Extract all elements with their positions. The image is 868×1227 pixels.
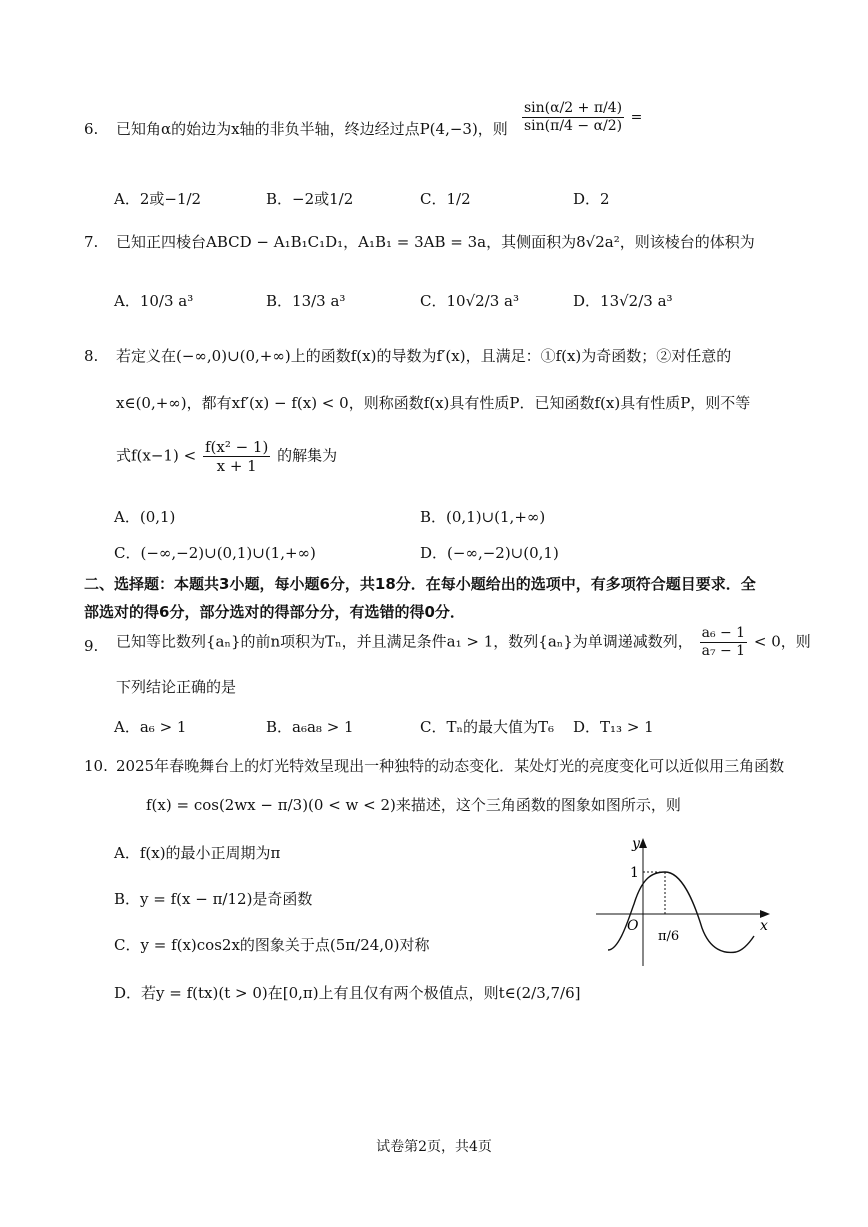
option-text: (0,1) — [139, 508, 176, 526]
q8-fraction-denominator: x + 1 — [216, 457, 257, 475]
option-label: D． — [573, 292, 601, 310]
q9-option-d — [573, 716, 654, 737]
option-label: C． — [420, 718, 447, 736]
q7-option-c — [420, 290, 519, 311]
q8-line3-post: 的解集为 — [277, 446, 338, 465]
option-label: A． — [114, 844, 140, 862]
q8-line1: 若定义在(−∞,0)∪(0,+∞)上的函数f(x)的导数为f′(x)，且满足：①f(x)为奇函数；②对任意的 — [116, 347, 732, 365]
option-label: A． — [114, 190, 140, 208]
option-text: a₆ > 1 — [139, 718, 187, 736]
q6-fraction — [522, 100, 624, 135]
option-label: B． — [266, 718, 293, 736]
q6-text: 已知角α的始边为x轴的非负半轴，终边经过点P(4,−3)，则 — [116, 120, 508, 138]
option-label: A． — [114, 718, 140, 736]
q7-stem: 已知正四棱台ABCD − A₁B₁C₁D₁，A₁B₁ = 3AB = 3a，其侧面积为8√2a²，则该棱台的体积为 — [116, 233, 755, 251]
origin-label: O — [627, 918, 639, 934]
option-label: D． — [114, 984, 142, 1002]
x-axis-label: x — [760, 918, 768, 934]
option-label: B． — [266, 190, 293, 208]
section2-line2: 部选对的得6分，部分选对的得部分分，有选错的得0分． — [84, 603, 465, 621]
option-text: 2或−1/2 — [139, 190, 202, 208]
q10-line2: f(x) = cos(2wx − π/3)(0 < w < 2)来描述，这个三角函数的图象如图所示，则 — [146, 796, 681, 814]
page-footer: 试卷第2页，共4页 — [376, 1139, 492, 1155]
x-tick-label: π/6 — [658, 929, 680, 944]
option-text: 若y = f(tx)(t > 0)在[0,π)上有且仅有两个极值点，则t∈(2/3,7/6] — [141, 984, 581, 1002]
q10-option-c — [114, 934, 429, 955]
option-label: C． — [114, 936, 141, 954]
q6-expr-numerator: sin(α/2 + π/4) — [524, 100, 623, 116]
option-text: (−∞,−2)∪(0,1)∪(1,+∞) — [140, 544, 316, 562]
q6-expression — [520, 100, 642, 135]
q7-option-a — [114, 290, 193, 311]
q9-line2: 下列结论正确的是 — [116, 678, 237, 696]
q9-line1-text: 已知等比数列{aₙ}的前n项积为Tₙ，并且满足条件a₁ > 1，数列{aₙ}为单调递减数列， — [116, 632, 693, 651]
q10-cosine-graph — [590, 832, 780, 972]
q10-number: 10. — [84, 757, 108, 775]
section2-line1: 二、选择题：本题共3小题，每小题6分，共18分．在每小题给出的选项中，有多项符合题目要求．全 — [84, 575, 756, 593]
q6-equals: = — [630, 109, 643, 126]
q9-line1-post: < 0，则 — [753, 632, 811, 651]
option-label: C． — [420, 292, 447, 310]
option-label: C． — [420, 190, 447, 208]
option-text: Tₙ的最大值为T₆ — [446, 718, 554, 736]
option-text: 13√2/3 a³ — [600, 292, 673, 310]
q6-option-c — [420, 188, 471, 209]
q8-line3 — [116, 438, 337, 475]
q8-option-b — [420, 506, 545, 527]
q7-option-d — [573, 290, 673, 311]
option-text: f(x)的最小正周期为π — [139, 844, 281, 862]
q9-option-b — [266, 716, 354, 737]
option-text: a₆a₈ > 1 — [292, 718, 354, 736]
q8-option-c — [114, 542, 316, 563]
option-text: T₁₃ > 1 — [600, 718, 654, 736]
option-label: B． — [114, 890, 141, 908]
option-text: 1/2 — [446, 190, 471, 208]
option-label: C． — [114, 544, 141, 562]
option-text: 10/3 a³ — [139, 292, 194, 310]
option-text: y = f(x)cos2x的图象关于点(5π/24,0)对称 — [140, 936, 430, 954]
q8-option-a — [114, 506, 175, 527]
option-text: (−∞,−2)∪(0,1) — [447, 544, 559, 562]
q9-option-c — [420, 716, 554, 737]
q9-fraction — [700, 625, 748, 660]
q9-fraction-numerator: a₆ − 1 — [701, 625, 746, 641]
q10-option-a — [114, 842, 280, 863]
q9-fraction-denominator: a₇ − 1 — [701, 642, 746, 659]
q6-option-b — [266, 188, 353, 209]
option-label: D． — [420, 544, 448, 562]
option-label: B． — [420, 508, 447, 526]
option-label: D． — [573, 190, 601, 208]
q9-number: 9. — [84, 637, 99, 655]
q6-option-d — [573, 188, 610, 209]
option-text: 2 — [600, 190, 610, 208]
option-label: A． — [114, 508, 140, 526]
option-label: B． — [266, 292, 293, 310]
q8-line3-pre: 式f(x−1) < — [116, 446, 197, 465]
q8-option-d — [420, 542, 559, 563]
q6-expr-denominator: sin(π/4 − α/2) — [524, 117, 623, 134]
q7-option-b — [266, 290, 345, 311]
y-axis-arrow-icon — [639, 838, 647, 848]
q10-option-b — [114, 888, 312, 909]
option-text: (0,1)∪(1,+∞) — [446, 508, 546, 526]
q8-line2: x∈(0,+∞)，都有xf′(x) − f(x) < 0，则称函数f(x)具有性质P．已知函数f(x)具有性质P，则不等 — [116, 394, 751, 412]
q8-fraction-numerator: f(x² − 1) — [204, 438, 269, 456]
cosine-curve — [608, 872, 754, 952]
x-axis-arrow-icon — [760, 910, 770, 918]
y-tick-label: 1 — [630, 865, 639, 881]
q9-option-a — [114, 716, 186, 737]
option-label: A． — [114, 292, 140, 310]
option-text: 10√2/3 a³ — [446, 292, 519, 310]
q6-stem — [116, 120, 508, 138]
y-axis-label: y — [632, 836, 640, 852]
q7-number: 7. — [84, 233, 99, 251]
option-label: D． — [573, 718, 601, 736]
option-text: −2或1/2 — [292, 190, 354, 208]
q9-line1 — [116, 625, 811, 660]
q10-line1: 2025年春晚舞台上的灯光特效呈现出一种独特的动态变化．某处灯光的亮度变化可以近似用三角函数 — [116, 757, 785, 775]
option-text: y = f(x − π/12)是奇函数 — [140, 890, 313, 908]
option-text: 13/3 a³ — [292, 292, 346, 310]
q8-number: 8. — [84, 347, 99, 365]
q6-number: 6. — [84, 120, 99, 138]
q6-option-a — [114, 188, 201, 209]
q8-fraction — [203, 438, 270, 475]
q10-option-d — [114, 982, 581, 1003]
